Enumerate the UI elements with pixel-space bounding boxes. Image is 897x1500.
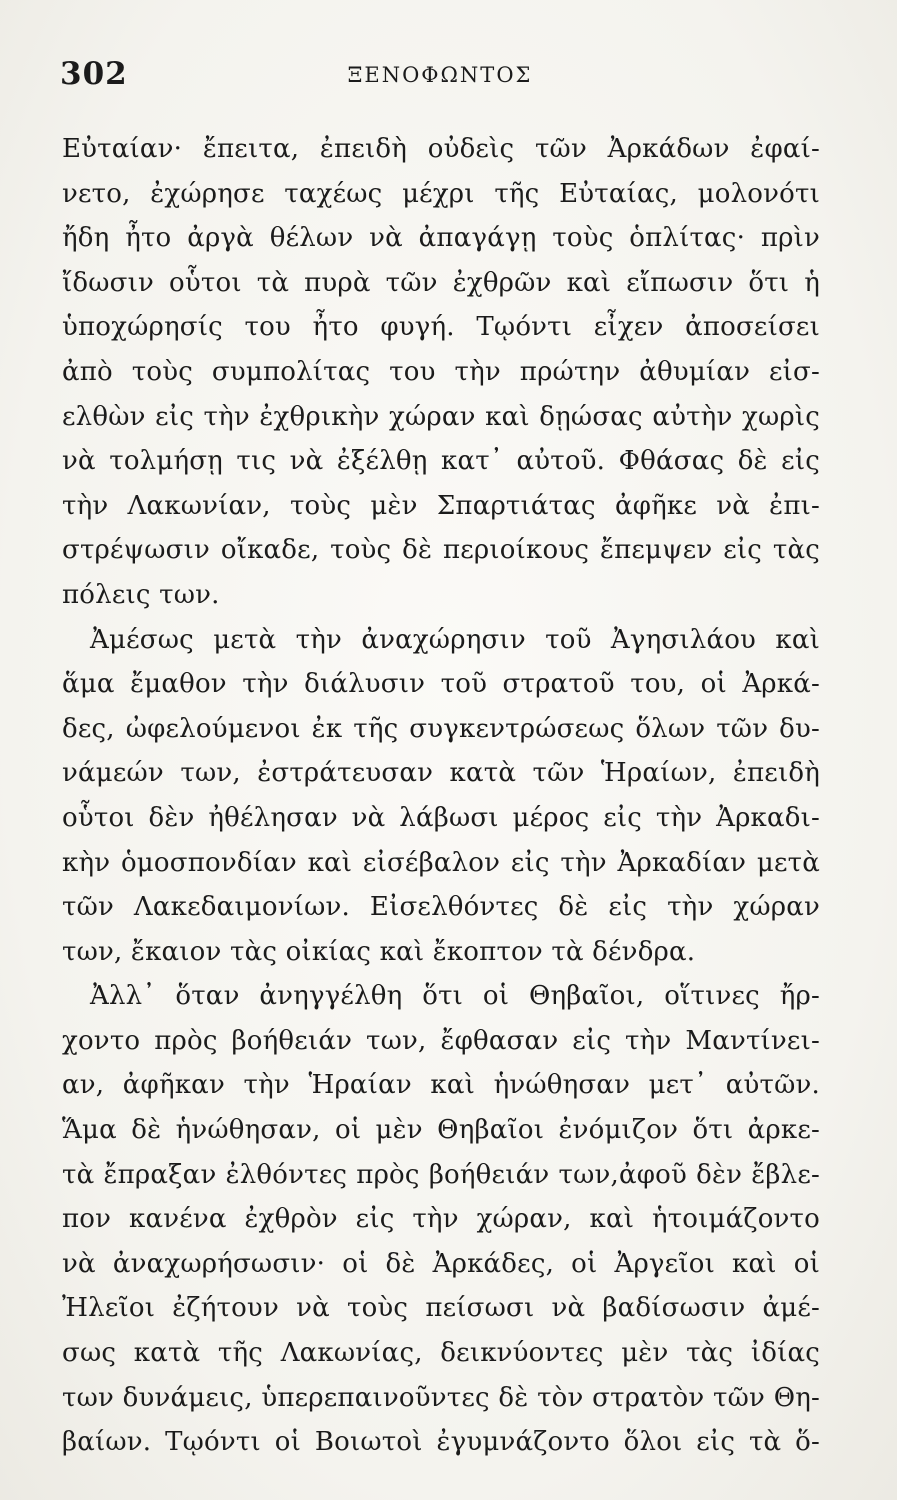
text-line: τὰ ἔπραξαν ἐλθόντες πρὸς βοήθειάν των,ἀφοῦ δὲν ἔβλε- xyxy=(62,1159,820,1190)
text-line: ἴδωσιν οὗτοι τὰ πυρὰ τῶν ἐχθρῶν καὶ εἴπωσιν ὅτι ἡ xyxy=(62,267,820,298)
running-head: ΞΕΝΟΦΩΝΤΟΣ xyxy=(347,63,533,87)
text-line: νὰ τολμήσῃ τις νὰ ἐξέλθῃ κατ᾽ αὐτοῦ. Φθάσας δὲ εἰς xyxy=(62,446,820,477)
text-line: Ἅμα δὲ ἡνώθησαν, οἱ μὲν Θηβαῖοι ἐνόμιζον ὅτι ἀρκε- xyxy=(62,1115,820,1146)
text-line: Ἀμέσως μετὰ τὴν ἀναχώρησιν τοῦ Ἀγησιλάου καὶ xyxy=(90,624,820,655)
text-line: Ἀλλ᾽ ὅταν ἀνηγγέλθη ὅτι οἱ Θηβαῖοι, οἵτινες ἤρ- xyxy=(90,981,820,1012)
text-line: νετο, ἐχώρησε ταχέως μέχρι τῆς Εὐταίας, μολονότι xyxy=(62,178,820,209)
text-line: πον κανένα ἐχθρὸν εἰς τὴν χώραν, καὶ ἡτοιμάζοντο xyxy=(62,1204,820,1235)
text-line: δες, ὠφελούμενοι ἐκ τῆς συγκεντρώσεως ὅλων τῶν δυ- xyxy=(62,713,820,744)
body-text xyxy=(62,127,820,1465)
text-line: των, ἔκαιον τὰς οἰκίας καὶ ἔκοπτον τὰ δένδρα. xyxy=(62,936,696,967)
text-line: Ἠλεῖοι ἐζήτουν νὰ τοὺς πείσωσι νὰ βαδίσωσιν ἀμέ- xyxy=(62,1293,820,1324)
text-line: βαίων. Τῳόντι οἱ Βοιωτοὶ ἐγυμνάζοντο ὅλοι εἰς τὰ ὅ- xyxy=(62,1427,820,1458)
text-line: νὰ ἀναχωρήσωσιν· οἱ δὲ Ἀρκάδες, οἱ Ἀργεῖοι καὶ οἱ xyxy=(62,1248,820,1279)
text-line: χοντο πρὸς βοήθειάν των, ἔφθασαν εἰς τὴν Μαντίνει- xyxy=(62,1025,820,1056)
text-line: των δυνάμεις, ὑπερεπαινοῦντες δὲ τὸν στρατὸν τῶν Θη- xyxy=(62,1382,820,1413)
text-line: ελθὼν εἰς τὴν ἐχθρικὴν χώραν καὶ δῃώσας αὐτὴν χωρὶς xyxy=(62,401,820,432)
text-line: νάμεών των, ἐστράτευσαν κατὰ τῶν Ἡραίων, ἐπειδὴ xyxy=(62,758,820,789)
text-line: στρέψωσιν οἴκαδε, τοὺς δὲ περιοίκους ἔπεμψεν εἰς τὰς xyxy=(62,535,820,566)
text-line: ἅμα ἔμαθον τὴν διάλυσιν τοῦ στρατοῦ του, οἱ Ἀρκά- xyxy=(62,669,820,700)
text-line: ἤδη ἦτο ἀργὰ θέλων νὰ ἀπαγάγῃ τοὺς ὁπλίτας· πρὶν xyxy=(62,223,820,254)
text-line: σως κατὰ τῆς Λακωνίας, δεικνύοντες μὲν τὰς ἰδίας xyxy=(62,1338,820,1369)
text-line: κὴν ὁμοσπονδίαν καὶ εἰσέβαλον εἰς τὴν Ἀρκαδίαν μετὰ xyxy=(62,847,820,878)
page-header xyxy=(60,56,820,96)
text-line: οὗτοι δὲν ἠθέλησαν νὰ λάβωσι μέρος εἰς τὴν Ἀρκαδι- xyxy=(62,802,820,833)
text-line: ὑποχώρησίς του ἦτο φυγή. Τῳόντι εἶχεν ἀποσείσει xyxy=(62,312,820,343)
text-line: πόλεις των. xyxy=(62,579,220,610)
text-line: ἀπὸ τοὺς συμπολίτας του τὴν πρώτην ἀθυμίαν εἰσ- xyxy=(62,356,820,387)
text-line: τῶν Λακεδαιμονίων. Εἰσελθόντες δὲ εἰς τὴν χώραν xyxy=(62,892,820,923)
page-number: 302 xyxy=(60,56,128,92)
text-line: Εὐταίαν· ἔπειτα, ἐπειδὴ οὐδεὶς τῶν Ἀρκάδων ἐφαί- xyxy=(62,134,820,164)
text-line: αν, ἀφῆκαν τὴν Ἡραίαν καὶ ἡνώθησαν μετ᾽ αὐτῶν. xyxy=(62,1070,820,1101)
text-line: τὴν Λακωνίαν, τοὺς μὲν Σπαρτιάτας ἀφῆκε νὰ ἐπι- xyxy=(62,490,820,521)
